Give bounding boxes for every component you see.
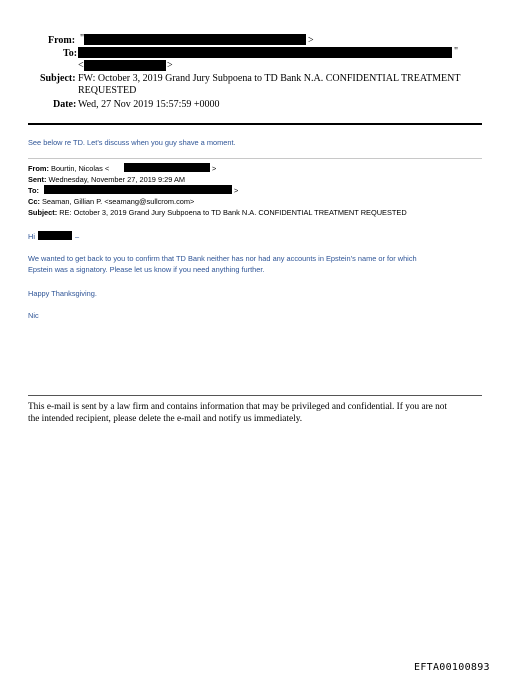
header-to-end: " [454, 46, 459, 57]
fwd-from-line [28, 164, 109, 173]
disclaimer-line2: the intended recipient, please delete the e-mail and notify us immediately. [28, 414, 303, 424]
greeting-text: Hi [28, 232, 35, 241]
header-date-value: Wed, 27 Nov 2019 15:57:59 +0000 [78, 99, 220, 110]
redaction-block [78, 47, 452, 58]
redaction-block [124, 163, 210, 172]
header-from-end: > [308, 35, 314, 46]
disclaimer-divider [28, 395, 482, 396]
header-subject-label: Subject: [40, 73, 76, 84]
fwd-subject-label: Subject: [28, 208, 58, 217]
header-from-label: From: [48, 35, 76, 46]
fwd-subject-line [28, 208, 407, 217]
redaction-block [84, 34, 306, 45]
header-to-label: To: [63, 48, 78, 59]
redaction-block [84, 60, 166, 71]
signature-text: Nic [28, 311, 39, 320]
fwd-to-label: To: [28, 186, 39, 195]
message-paragraph-line2: Epstein was a signatory. Please let us know if you need anything further. [28, 265, 265, 274]
fwd-cc-line [28, 197, 194, 206]
fwd-cc-value: Seaman, Gillian P. <seamang@sullcrom.com> [41, 197, 195, 206]
fwd-sent-line [28, 175, 185, 184]
header-subject-line2: REQUESTED [78, 85, 137, 96]
redaction-block [44, 185, 232, 194]
fwd-sent-value: Wednesday, November 27, 2019 9:29 AM [48, 175, 186, 184]
fwd-sent-label: Sent: [28, 175, 47, 184]
header-to-lt: < [78, 60, 84, 71]
fwd-from-label: From: [28, 164, 49, 173]
header-from-quote: " [80, 33, 85, 44]
header-to-gt: > [167, 60, 173, 71]
message-paragraph-line1: We wanted to get back to you to confirm that TD Bank neither has nor had any accounts in Epstein’s name or for which [28, 254, 417, 263]
header-subject-line1: FW: October 3, 2019 Grand Jury Subpoena to TD Bank N.A. CONFIDENTIAL TREATMENT [78, 73, 461, 84]
document-id: EFTA00100893 [414, 662, 490, 673]
closing-text: Happy Thanksgiving. [28, 289, 97, 298]
fwd-from-value: Bourtin, Nicolas < [51, 164, 110, 173]
disclaimer-line1: This e-mail is sent by a law firm and contains information that may be privileged and confidential. If you are not [28, 402, 448, 412]
fwd-from-end: > [212, 164, 217, 173]
redaction-block [38, 231, 72, 240]
greeting-dash: – [75, 232, 80, 241]
fwd-subject-value: RE: October 3, 2019 Grand Jury Subpoena to TD Bank N.A. CONFIDENTIAL TREATMENT REQUESTED [59, 208, 407, 217]
fwd-to-end: > [234, 186, 239, 195]
header-date-label: Date: [53, 99, 77, 110]
fwd-cc-label: Cc: [28, 197, 40, 206]
header-divider [28, 123, 482, 125]
intro-text: See below re TD. Let’s discuss when you guy shave a moment. [28, 138, 236, 147]
forward-divider [28, 158, 482, 159]
fwd-to-line [28, 186, 39, 195]
